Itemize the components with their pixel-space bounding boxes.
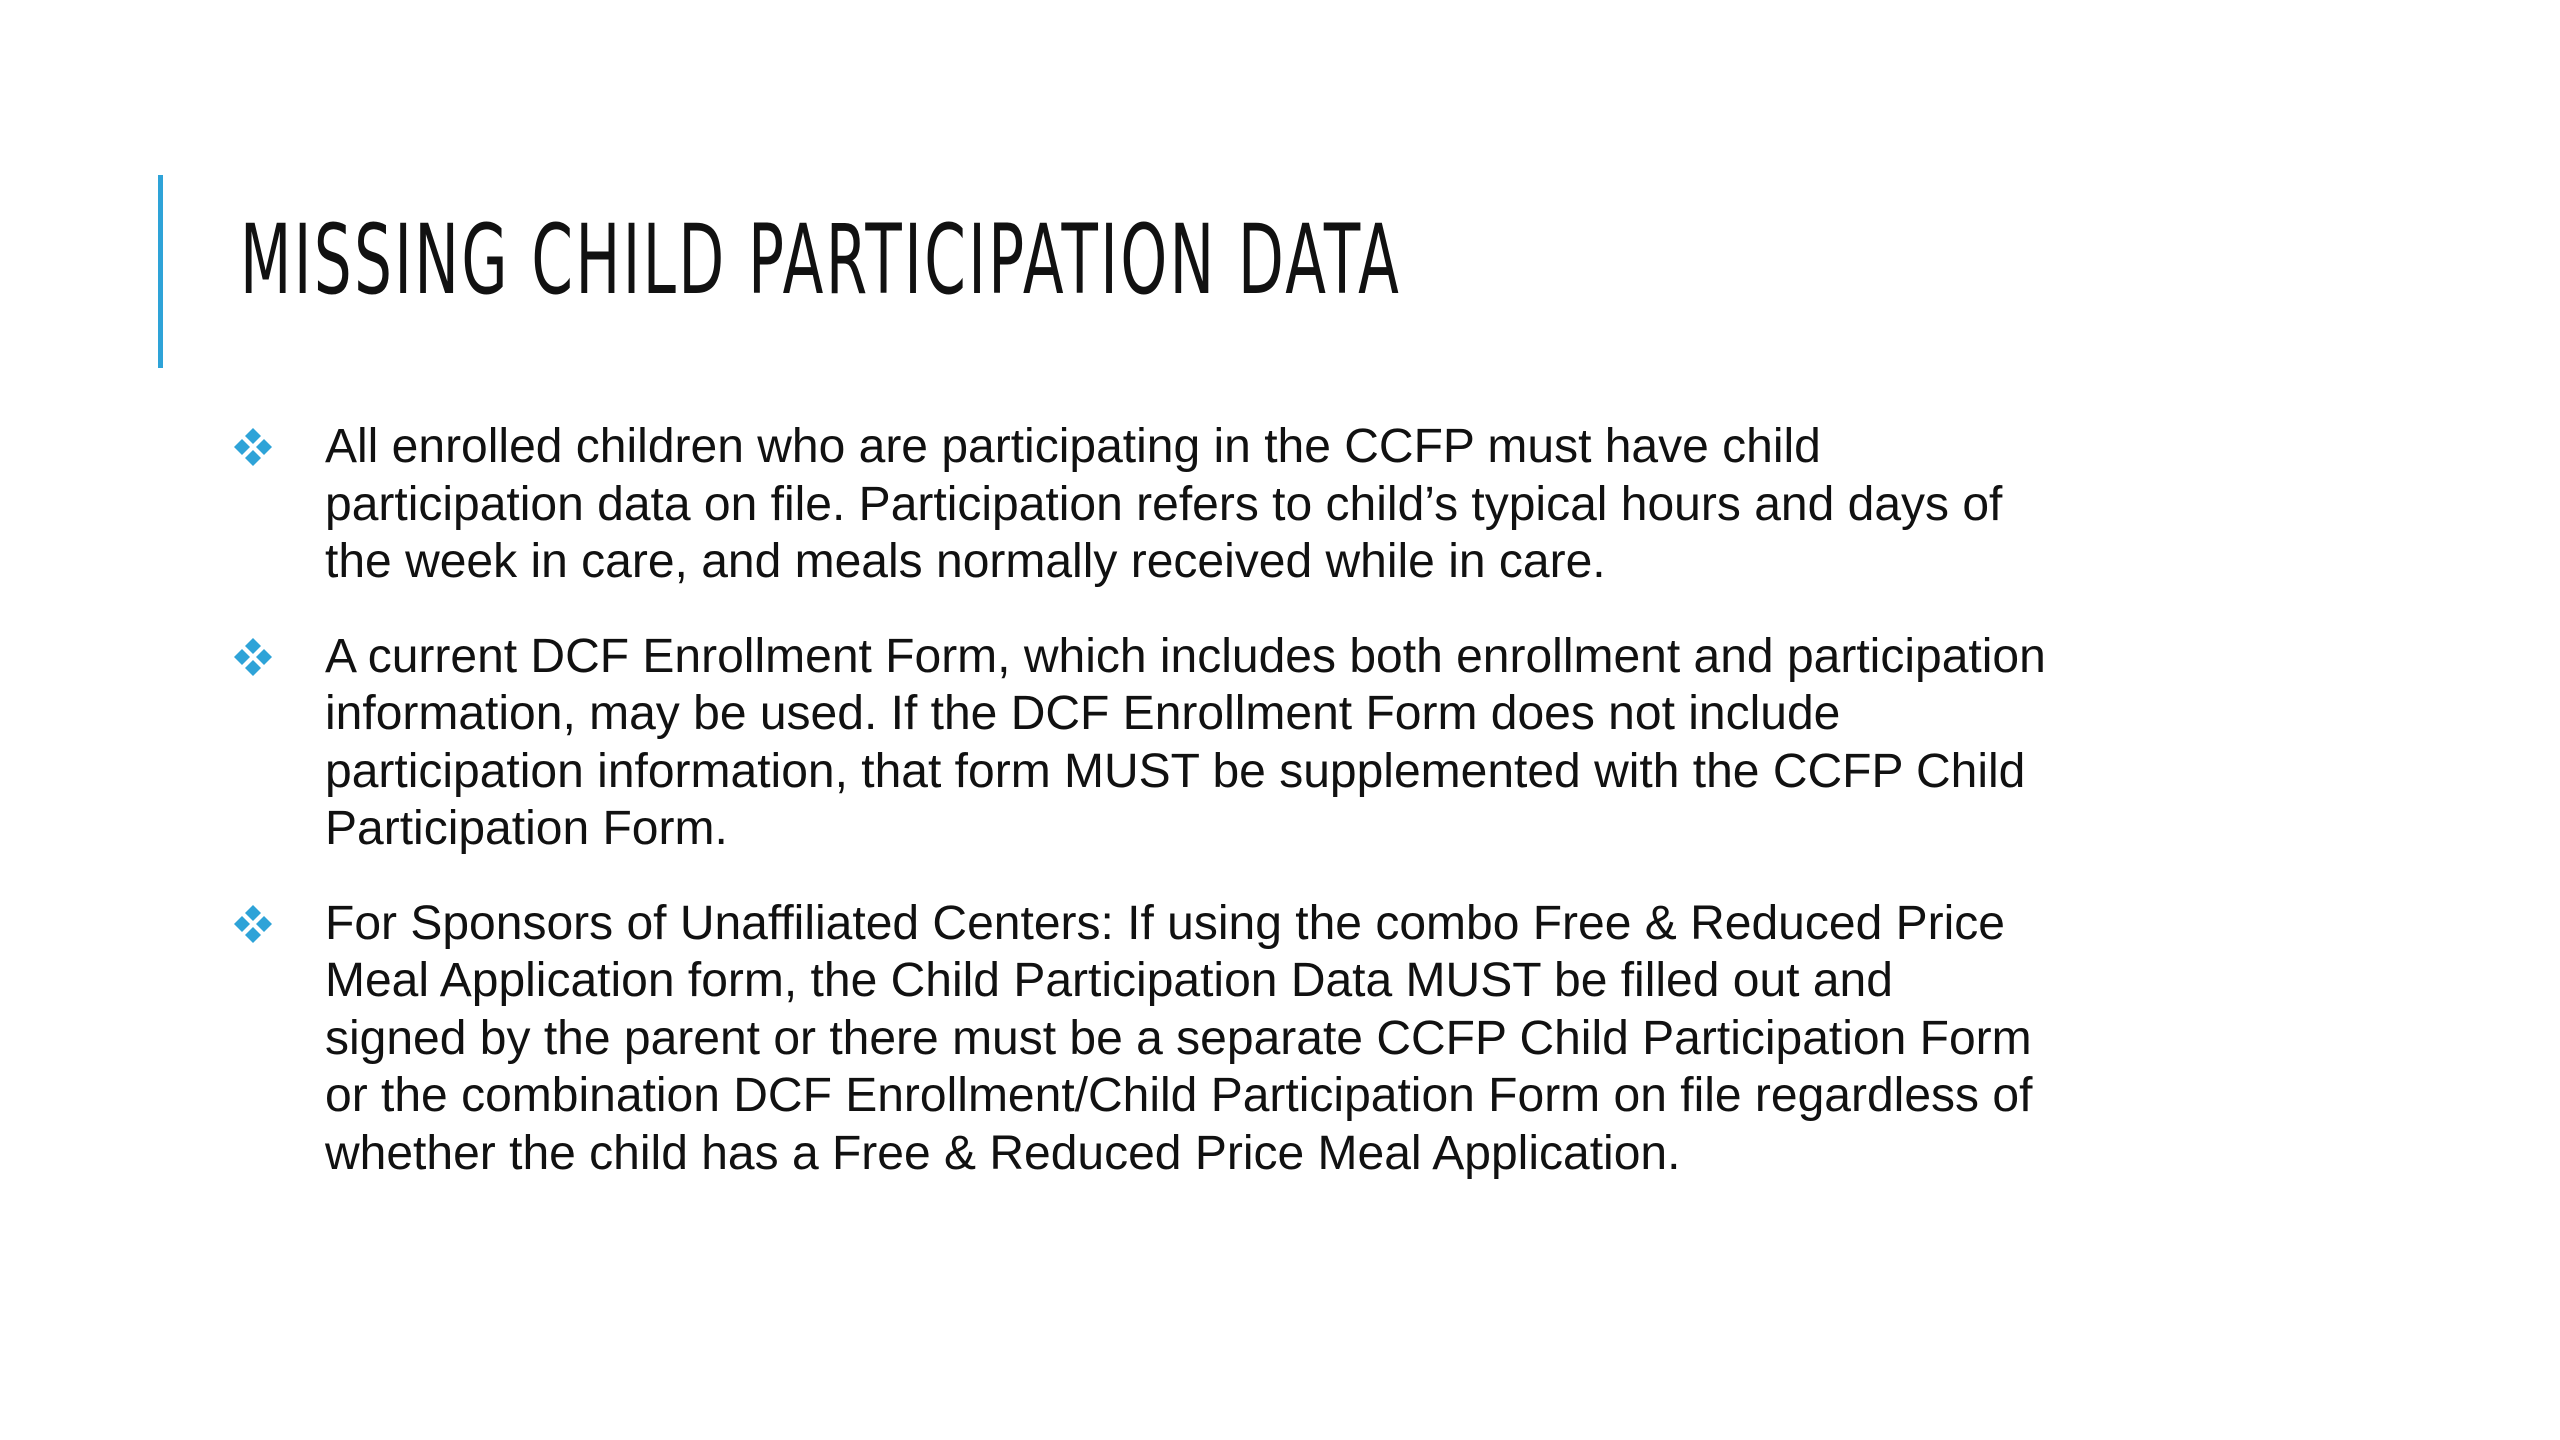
four-diamond-bullet-icon [230, 901, 276, 947]
four-diamond-bullet-icon [230, 634, 276, 680]
slide-title: MISSING CHILD PARTICIPATION DATA [240, 204, 1402, 316]
bullet-line: or the combination DCF Enrollment/Child Participation Form on file regardless of [325, 1069, 2033, 1122]
bullet-line: participation data on file. Participation refers to child’s typical hours and days of [325, 477, 2003, 531]
bullet-line: the week in care, and meals normally received while in care. [325, 535, 1606, 588]
bullet-text [325, 628, 2270, 858]
bullet-item [230, 418, 2270, 591]
bullet-line: participation information, that form MUST be supplemented with the CCFP Child [325, 744, 2026, 798]
bullet-line: whether the child has a Free & Reduced Price Meal Application. [325, 1126, 1681, 1180]
four-diamond-bullet-icon [230, 424, 276, 470]
bullet-line: A current DCF Enrollment Form, which includes both enrollment and participation [325, 629, 2046, 683]
bullet-text [325, 418, 2270, 591]
bullet-item [230, 895, 2270, 1183]
bullet-line: All enrolled children who are participating in the CCFP must have child [325, 420, 1821, 473]
bullet-line: Participation Form. [325, 802, 728, 855]
bullet-line: information, may be used. If the DCF Enrollment Form does not include [325, 687, 1841, 740]
bullet-line: Meal Application form, the Child Participation Data MUST be filled out and [325, 954, 1893, 1007]
bullet-text [325, 895, 2270, 1183]
bullet-line: For Sponsors of Unaffiliated Centers: If using the combo Free & Reduced Price [325, 896, 2005, 950]
bullet-line: signed by the parent or there must be a separate CCFP Child Participation Form [325, 1011, 2032, 1065]
title-accent-bar [158, 175, 163, 368]
bullet-item [230, 628, 2270, 858]
bullet-list [230, 418, 2270, 1219]
